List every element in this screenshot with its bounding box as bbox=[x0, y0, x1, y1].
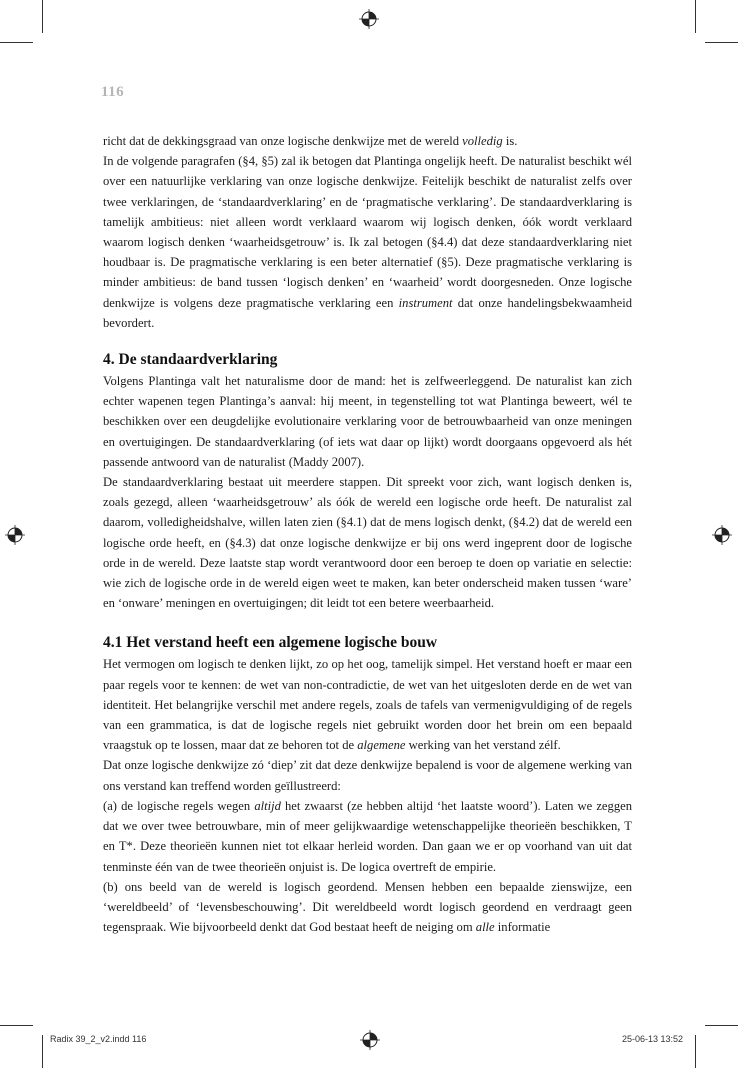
crop-mark-bottom-left bbox=[42, 1035, 43, 1068]
crop-mark-top-right bbox=[705, 42, 738, 43]
slug-date-time: 25-06-13 13:52 bbox=[622, 1034, 684, 1044]
section-paragraph: Volgens Plantinga valt het naturalisme door de mand: het is zelfweerleggend. De naturalist kan zich echter wapenen tegen Plantinga’s aanval: hij meent, in tegenstelling tot wat Plantinga beweert, wél te beschikken over een deugdelijke evolutionaire verklaring voor de betrouwbaarheid van onze meningen en overtuigingen. De standaardverklaring (of iets wat daar op lijkt) wordt doorgaans opgevoerd als hét passende antwoord van de naturalist (Maddy 2007). bbox=[103, 374, 632, 469]
crop-mark-bottom-left bbox=[0, 1025, 33, 1026]
section-heading: 4. De standaardverklaring bbox=[103, 351, 278, 369]
crop-mark-bottom-right bbox=[695, 1035, 696, 1068]
list-item: (b) ons beeld van de wereld is logisch geordend. Mensen hebben een bepaalde zienswijze, een ‘wereldbeeld’ of ‘levensbeschouwing’. Dit wereldbeeld wordt logisch geordend en verdraagt geen tegenspraak. Wie bijvoorbeeld denkt dat God bestaat heeft de neiging om alle informatie bbox=[103, 879, 632, 935]
registration-mark-icon bbox=[5, 525, 25, 545]
section-paragraph: Dat onze logische denkwijze zó ‘diep’ zit dat deze denkwijze bepalend is voor de algemene werking van ons verstand kan treffend worden geïllustreerd: bbox=[103, 758, 632, 793]
crop-mark-top-left bbox=[0, 42, 33, 43]
registration-mark-icon bbox=[712, 525, 732, 545]
slug-file-name: Radix 39_2_v2.indd 116 bbox=[50, 1034, 147, 1044]
crop-mark-bottom-right bbox=[705, 1025, 738, 1026]
intro-paragraph: richt dat de dekkingsgraad van onze logische denkwijze met de wereld volledig is. bbox=[103, 134, 518, 148]
crop-mark-top-left bbox=[42, 0, 43, 33]
section-paragraph: De standaardverklaring bestaat uit meerdere stappen. Dit spreekt voor zich, want logisch denken is, zoals gezegd, alleen ‘waarheidsgetrouw’ als óók de wereld een logische orde heeft. De naturalist zal daarom, volledigheidshalve, willen laten zien (§4.1) dat de mens logisch denkt, (§4.2) dat de wereld een logische orde heeft, en (§4.3) dat onze logische denkwijze er bij ons werd ingeprent door de logische orde in de wereld. Deze laatste stap wordt verantwoord door een beroep te doen op variatie en selectie: wie zich de logische orde in de wereld eigen weet te maken, kan beter onderscheid maken tussen ‘ware’ en ‘onware’ meningen en overtuigingen; dit leidt tot een betere weerbaarheid. bbox=[103, 475, 632, 611]
registration-mark-icon bbox=[360, 1030, 380, 1050]
page-number: 116 bbox=[101, 84, 125, 100]
registration-mark-icon bbox=[359, 9, 379, 29]
section-paragraph: Het vermogen om logisch te denken lijkt, zo op het oog, tamelijk simpel. Het verstand hoeft er maar een paar regels voor te kennen: de wet van non-contradictie, de wet van het uitgesloten derde en de wet van identiteit. Het belangrijke verschil met andere regels, zoals de tafels van vermenigvuldiging of de regels van een grammatica, is dat de logische regels niet gebruikt worden door het brein om een bepaald vraagstuk op te lossen, maar dat ze behoren tot de algemene werking van het verstand zélf. bbox=[103, 657, 632, 753]
body-text bbox=[103, 131, 632, 937]
list-item: (a) de logische regels wegen altijd het zwaarst (ze hebben altijd ‘het laatste woord’). Laten we zeggen dat we over twee betrouwbare, min of meer gelijkwaardige wetenschappelijke theorieën beschikken, T en T*. Deze theorieën kunnen niet tot elkaar herleid worden. Dan gaan we er op voorhand van uit dat tenminste één van de twee theorieën onjuist is. De logica overtreft de empirie. bbox=[103, 798, 633, 874]
subsection-heading: 4.1 Het verstand heeft een algemene logische bouw bbox=[103, 634, 438, 652]
crop-mark-top-right bbox=[695, 0, 696, 33]
intro-paragraph: In de volgende paragrafen (§4, §5) zal ik betogen dat Plantinga ongelijk heeft. De naturalist beschikt wél over een natuurlijke verklaring van onze logische denkwijze. Feitelijk beschikt de naturalist zelfs over twee verklaringen, de ‘standaardverklaring’ en de ‘pragmatische verklaring’. De standaardverklaring is tamelijk ambitieus: niet alleen wordt verklaard waarom wij logisch denken, óók wordt verklaard waarom logisch denken ‘waarheidsgetrouw’ is. Ik zal betogen (§4.4) dat deze standaardverklaring niet houdbaar is. De pragmatische verklaring is een beter alternatief (§5). Deze pragmatische verklaring is minder ambitieus: de band tussen ‘logisch denken’ en ‘waarheid’ wordt doorgesneden. Onze logische denkwijze is volgens deze pragmatische verklaring een instrument dat onze handelingsbekwaamheid bevordert. bbox=[103, 154, 632, 330]
